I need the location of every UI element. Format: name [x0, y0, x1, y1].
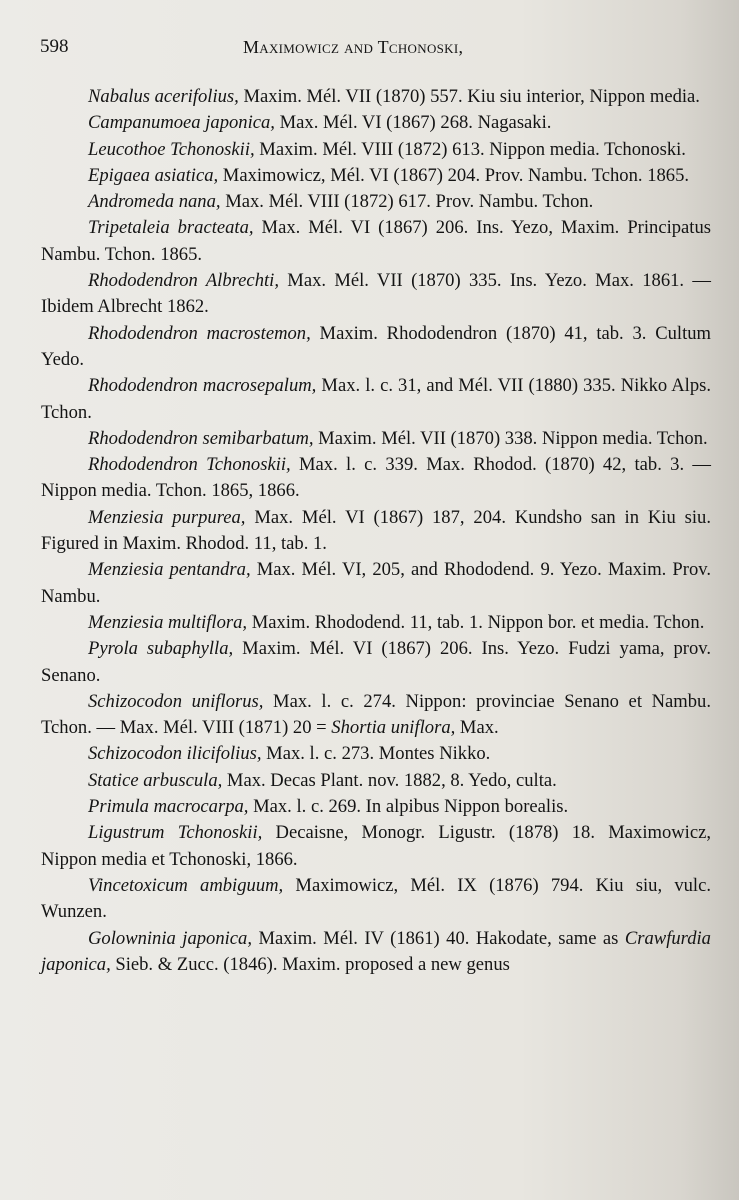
synonym-name: Crawfurdia japonica,	[41, 927, 711, 975]
species-citation: Max. Mél. VI (1867) 206. Ins. Yezo, Maxim. Principatus Nambu. Tchon. 1865.	[41, 217, 711, 265]
species-entry	[41, 110, 711, 136]
species-name: Nabalus acerifolius,	[88, 86, 239, 107]
species-name: Pyrola subaphylla,	[88, 638, 234, 660]
species-citation: Maxim. Rhododend. 11, tab. 1. Nippon bor. et media. Tchon.	[247, 611, 705, 633]
species-entry	[41, 610, 711, 636]
species-entry	[41, 373, 711, 426]
species-entry	[41, 926, 711, 979]
species-name: Campanumoea japonica,	[88, 112, 275, 134]
species-name: Menziesia purpurea,	[88, 506, 246, 528]
species-entry	[41, 268, 711, 321]
species-name: Vincetoxicum ambiguum,	[88, 874, 284, 896]
species-entry	[41, 137, 711, 163]
species-name: Ligustrum Tchonoskii,	[88, 822, 263, 844]
species-citation: Decaisne, Monogr. Ligustr. (1878) 18. Maximowicz, Nippon media et Tchonoski, 1866.	[41, 822, 711, 870]
species-citation: Maxim. Mél. IV (1861) 40. Hakodate, same as	[252, 927, 625, 949]
species-citation: Maxim. Mél. VII (1870) 338. Nippon media. Tchon.	[313, 427, 708, 449]
species-citation: Max. l. c. 269. In alpibus Nippon borealis.	[248, 796, 569, 818]
species-citation: Max. Mél. VI, 205, and Rhododend. 9. Yezo. Maxim. Prov. Nambu.	[41, 559, 711, 607]
species-entry	[41, 426, 711, 452]
species-name: Primula macrocarpa,	[88, 796, 249, 818]
species-citation: Maxim. Rhododendron (1870) 41, tab. 3. Cultum Yedo.	[41, 322, 711, 370]
synonym-name: Shortia uniflora,	[331, 717, 456, 739]
page-number: 598	[40, 36, 69, 57]
species-entry	[41, 794, 711, 820]
species-citation: Maximowicz, Mél. IX (1876) 794. Kiu siu, vulc. Wunzen.	[41, 874, 711, 923]
species-name: Rhododendron semibarbatum,	[88, 427, 314, 449]
species-name: Golowninia japonica,	[88, 927, 252, 949]
species-name: Andromeda nana,	[88, 191, 221, 213]
species-name: Schizocodon ilicifolius,	[88, 743, 262, 765]
species-citation: Max. Decas Plant. nov. 1882, 8. Yedo, culta.	[222, 769, 557, 791]
species-name: Rhododendron macrostemon,	[88, 322, 311, 344]
species-citation: Max. l. c. 274. Nippon: provinciae Senano et Nambu. Tchon. — Max. Mél. VIII (1871) 20 =	[41, 690, 711, 739]
species-citation: Maximowicz, Mél. VI (1867) 204. Prov. Nambu. Tchon. 1865.	[218, 164, 690, 186]
species-citation: Max. l. c. 339. Max. Rhodod. (1870) 42, tab. 3. — Nippon media. Tchon. 1865, 1866.	[41, 454, 711, 502]
species-name: Statice arbuscula,	[88, 769, 223, 791]
species-citation: Max. l. c. 31, and Mél. VII (1880) 335. Nikko Alps. Tchon.	[41, 375, 711, 423]
species-name: Menziesia pentandra,	[88, 559, 251, 581]
species-name: Menziesia multiflora,	[88, 611, 248, 633]
species-name: Rhododendron Tchonoskii,	[88, 454, 291, 476]
species-citation: Maxim. Mél. VI (1867) 206. Ins. Yezo. Fudzi yama, prov. Senano.	[41, 638, 711, 686]
synonym-citation: Sieb. & Zucc. (1846). Maxim. proposed a new genus	[110, 953, 510, 975]
species-entry	[41, 820, 711, 873]
species-entry	[41, 189, 711, 215]
species-entry	[41, 689, 711, 742]
species-name: Leucothoe Tchonoskii,	[88, 138, 255, 160]
species-entry	[41, 557, 711, 610]
species-entry	[41, 321, 711, 374]
species-entry	[41, 873, 711, 926]
species-name: Epigaea asiatica,	[88, 164, 219, 186]
species-name: Schizocodon uniflorus,	[88, 690, 264, 712]
species-entry	[41, 741, 711, 767]
species-citation: Max. Mél. VII (1870) 335. Ins. Yezo. Max. 1861. — Ibidem Albrecht 1862.	[41, 270, 711, 318]
species-name: Rhododendron Albrechti,	[88, 270, 279, 292]
species-entry	[41, 505, 711, 558]
species-entry	[41, 768, 711, 794]
running-head: Maximowicz and Tchonoski,	[243, 37, 464, 57]
species-entry	[41, 452, 711, 505]
synonym-citation: Max.	[455, 717, 499, 739]
species-name: Tripetaleia bracteata,	[88, 217, 254, 239]
species-entry	[41, 163, 711, 189]
species-citation: Max. Mél. VI (1867) 187, 204. Kundsho san in Kiu siu. Figured in Maxim. Rhodod. 11, tab. 1.	[41, 506, 711, 555]
species-name: Rhododendron macrosepalum,	[88, 375, 317, 397]
species-citation: Max. Mél. VI (1867) 268. Nagasaki.	[274, 112, 552, 134]
species-entry	[41, 636, 711, 689]
species-list	[41, 84, 711, 978]
species-citation: Maxim. Mél. VII (1870) 557. Kiu siu interior, Nippon media.	[238, 86, 700, 107]
species-citation: Maxim. Mél. VIII (1872) 613. Nippon media. Tchonoski.	[254, 138, 686, 160]
species-entry	[41, 215, 711, 268]
species-citation: Max. l. c. 273. Montes Nikko.	[261, 743, 491, 765]
species-entry	[41, 84, 711, 110]
species-citation: Max. Mél. VIII (1872) 617. Prov. Nambu. Tchon.	[220, 191, 594, 213]
page-header	[40, 36, 720, 66]
